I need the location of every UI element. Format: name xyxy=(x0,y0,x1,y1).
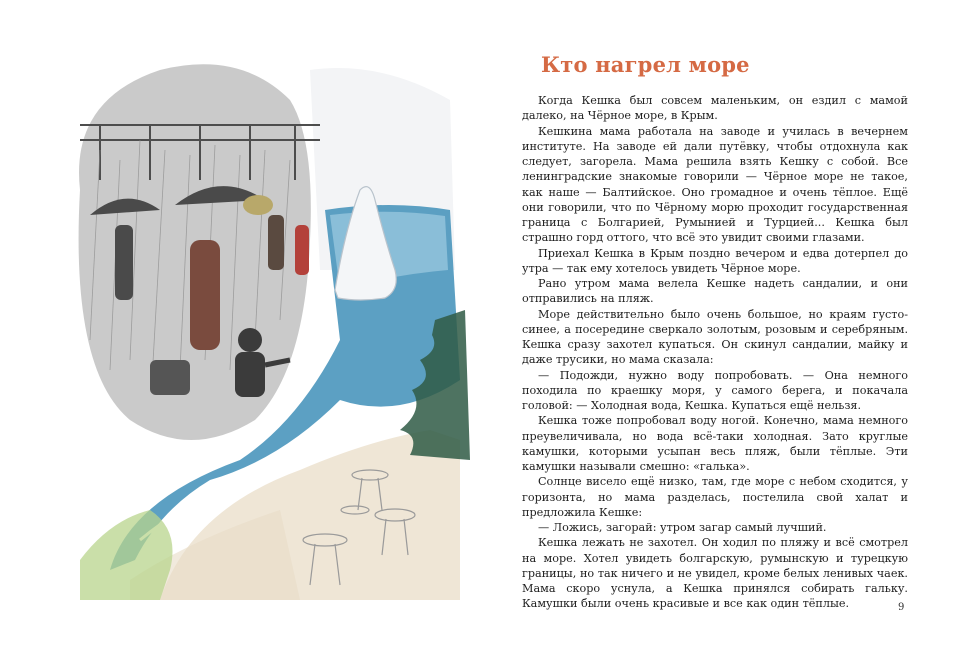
story-text xyxy=(522,93,908,612)
paragraph: Приехал Кешка в Крым поздно вечером и едва дотерпел до утра — так ему хотелось увидеть Чёрное море. xyxy=(522,246,908,275)
bushes xyxy=(80,510,173,600)
paragraph: — Подожди, нужно воду попробовать. — Она немного походила по краешку моря, у самого берега, и покачала головой: — Холодная вода, Кешка. Купаться ещё нельзя. xyxy=(522,368,908,412)
paragraph: Море действительно было очень большое, но краям густо-синее, а посередине сверкало золотым, розовым и серебряным. Кешка сразу захотел купаться. Он скинул сандалии, майку и даже трусики, но мама сказала: xyxy=(522,307,908,367)
illustration-drawing xyxy=(40,40,470,600)
chapter-title: Кто нагрел море xyxy=(541,52,750,77)
illustration-crimea-beach xyxy=(40,40,470,600)
paragraph: Кешкина мама работала на заводе и училась в вечернем институте. На заводе ей дали путёвку, чтобы отдохнула как следует, загорела. Мама решила взять Кешку с собой. Все ленинградские знакомые говорили — Чёрное море не такое, как наше — Балтийское. Оно громадное и очень тёплое. Ещё они говорили, что по Чёрному морю проходит государственная граница с Болгарией, Румынией и Турцией... Кешка был страшно горд оттого, что всё это увидит своими глазами. xyxy=(522,124,908,245)
paragraph: Кешка тоже попробовал воду ногой. Конечно, мама немного преувеличивала, но вода всё-таки холодная. Зато круглые камушки, которыми усыпан весь пляж, были тёплые. Эти камушки называли смешно: «галька». xyxy=(522,414,908,473)
paragraph: — Ложись, загорай: утром загар самый лучший. xyxy=(538,521,827,534)
paragraph: Рано утром мама велела Кешке надеть сандалии, и они отправились на пляж. xyxy=(522,277,908,306)
page-number: 9 xyxy=(898,602,905,613)
paragraph: Кешка лежать не захотел. Он ходил по пляжу и всё смотрел на море. Хотел увидеть болгарскую, румынскую и турецкую границы, но так ничего и не увидел, кроме белых ленивых чаек. Мама скоро уснула, а Кешка принялся собирать гальку. Камушки были очень красивые и все как один тёплые. xyxy=(522,536,908,611)
paragraph: Когда Кешка был совсем маленьким, он ездил с мамой далеко, на Чёрное море, в Крым. xyxy=(522,94,908,123)
paragraph: Солнце висело ещё низко, там, где море с небом сходится, у горизонта, но мама разделась, постелила свой халат и предложила Кешке: xyxy=(522,475,908,519)
